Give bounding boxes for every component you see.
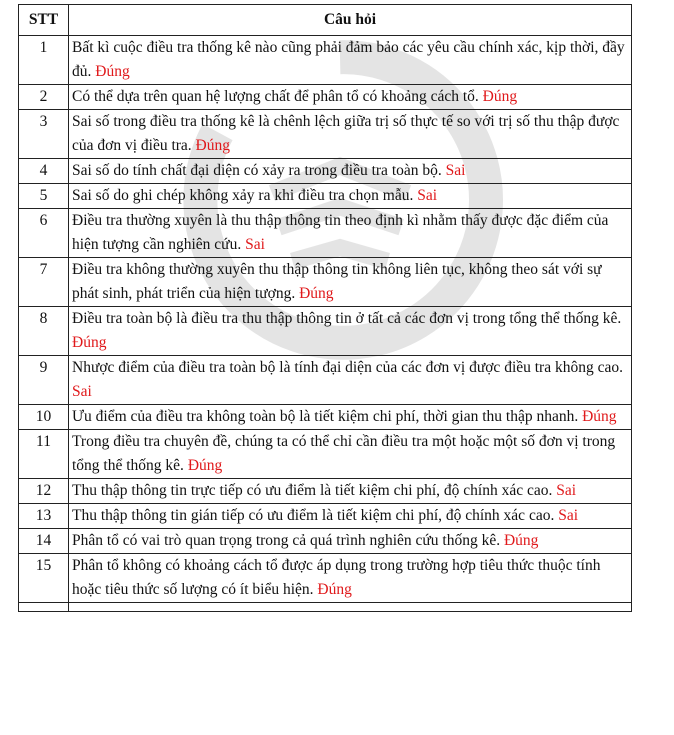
cut-cell: [19, 603, 69, 612]
row-number: 9: [19, 356, 69, 405]
table-row: [19, 504, 632, 529]
table-row: [19, 159, 632, 184]
answer-label: Đúng: [582, 408, 617, 425]
answer-label: Đúng: [299, 285, 334, 302]
question-text: Điều tra toàn bộ là điều tra thu thập thông tin ở tất cả các đơn vị trong tổng thể thống kê.: [72, 310, 622, 327]
row-number: 4: [19, 159, 69, 184]
question-text: Trong điều tra chuyên đề, chúng ta có thể chỉ cần điều tra một hoặc một số đơn vị trong tổng thể thống kê.: [72, 433, 616, 474]
table-header-row: [19, 5, 632, 36]
answer-label: Đúng: [95, 63, 130, 80]
row-number: 5: [19, 184, 69, 209]
table-row: [19, 209, 632, 258]
question-cell: [69, 430, 632, 479]
question-cell: [69, 356, 632, 405]
answer-label: Đúng: [482, 88, 518, 105]
question-text: Điều tra thường xuyên là thu thập thông tin theo định kì nhằm thấy được đặc điểm của hiện tượng cần nghiên cứu.: [72, 212, 609, 253]
question-text: Phân tổ không có khoảng cách tổ được áp dụng trong trường hợp tiêu thức thuộc tính hoặc tiêu thức số lượng có ít biểu hiện.: [72, 557, 601, 598]
table-row: [19, 184, 632, 209]
question-table: [18, 4, 632, 612]
answer-label: Sai: [417, 187, 438, 204]
row-number: 6: [19, 209, 69, 258]
question-cell: [69, 405, 632, 430]
row-number: 7: [19, 258, 69, 307]
table-row: [19, 110, 632, 159]
row-number: 1: [19, 36, 69, 85]
question-cell: [69, 258, 632, 307]
question-text: Ưu điểm của điều tra không toàn bộ là tiết kiệm chi phí, thời gian thu thập nhanh.: [72, 408, 579, 425]
question-text: Sai số do tính chất đại diện có xảy ra trong điều tra toàn bộ.: [72, 162, 442, 179]
question-cell: [69, 529, 632, 554]
question-text: Sai số do ghi chép không xảy ra khi điều tra chọn mẫu.: [72, 187, 414, 204]
table-row: [19, 529, 632, 554]
table-row: [19, 36, 632, 85]
row-number: 11: [19, 430, 69, 479]
row-number: 2: [19, 85, 69, 110]
table-row-cut: [19, 603, 632, 612]
question-cell: [69, 209, 632, 258]
table-row: [19, 356, 632, 405]
answer-label: Sai: [245, 236, 265, 253]
answer-label: Sai: [72, 383, 92, 400]
question-cell: [69, 307, 632, 356]
question-cell: [69, 554, 632, 603]
question-cell: [69, 184, 632, 209]
header-question: Câu hỏi: [69, 5, 632, 36]
question-cell: [69, 85, 632, 110]
question-cell: [69, 159, 632, 184]
table-row: [19, 85, 632, 110]
row-number: 10: [19, 405, 69, 430]
answer-label: Đúng: [317, 581, 352, 598]
table-row: [19, 554, 632, 603]
answer-label: Đúng: [195, 137, 230, 154]
question-text: Nhược điểm của điều tra toàn bộ là tính đại diện của các đơn vị được điều tra không cao.: [72, 359, 623, 376]
answer-label: Sai: [558, 507, 579, 524]
question-cell: [69, 504, 632, 529]
row-number: 15: [19, 554, 69, 603]
answer-label: Đúng: [187, 457, 223, 474]
question-cell: [69, 36, 632, 85]
question-cell: [69, 110, 632, 159]
row-number: 13: [19, 504, 69, 529]
header-stt: STT: [19, 5, 69, 36]
row-number: 3: [19, 110, 69, 159]
question-text: Sai số trong điều tra thống kê là chênh lệch giữa trị số thực tế so với trị số thu thập được của đơn vị điều tra.: [72, 113, 620, 154]
row-number: 8: [19, 307, 69, 356]
question-text: Bất kì cuộc điều tra thống kê nào cũng phải đảm bảo các yêu cầu chính xác, kịp thời, đầy đủ.: [72, 39, 625, 80]
cut-cell: [69, 603, 632, 612]
answer-label: Đúng: [503, 532, 539, 549]
table-row: [19, 405, 632, 430]
question-text: Phân tổ có vai trò quan trọng trong cả quá trình nghiên cứu thống kê.: [72, 532, 501, 549]
question-text: Có thể dựa trên quan hệ lượng chất để phân tổ có khoảng cách tổ.: [72, 88, 479, 105]
question-text: Điều tra không thường xuyên thu thập thông tin không liên tục, không theo sát với sự phát sinh, phát triển của hiện tượng.: [72, 261, 602, 302]
table-row: [19, 479, 632, 504]
table-row: [19, 307, 632, 356]
answer-label: Sai: [445, 162, 466, 179]
question-cell: [69, 479, 632, 504]
answer-label: Đúng: [72, 334, 107, 351]
table-row: [19, 430, 632, 479]
table-row: [19, 258, 632, 307]
question-text: Thu thập thông tin trực tiếp có ưu điểm là tiết kiệm chi phí, độ chính xác cao.: [72, 482, 553, 499]
question-text: Thu thập thông tin gián tiếp có ưu điểm là tiết kiệm chi phí, độ chính xác cao.: [72, 507, 555, 524]
row-number: 14: [19, 529, 69, 554]
answer-label: Sai: [556, 482, 577, 499]
row-number: 12: [19, 479, 69, 504]
